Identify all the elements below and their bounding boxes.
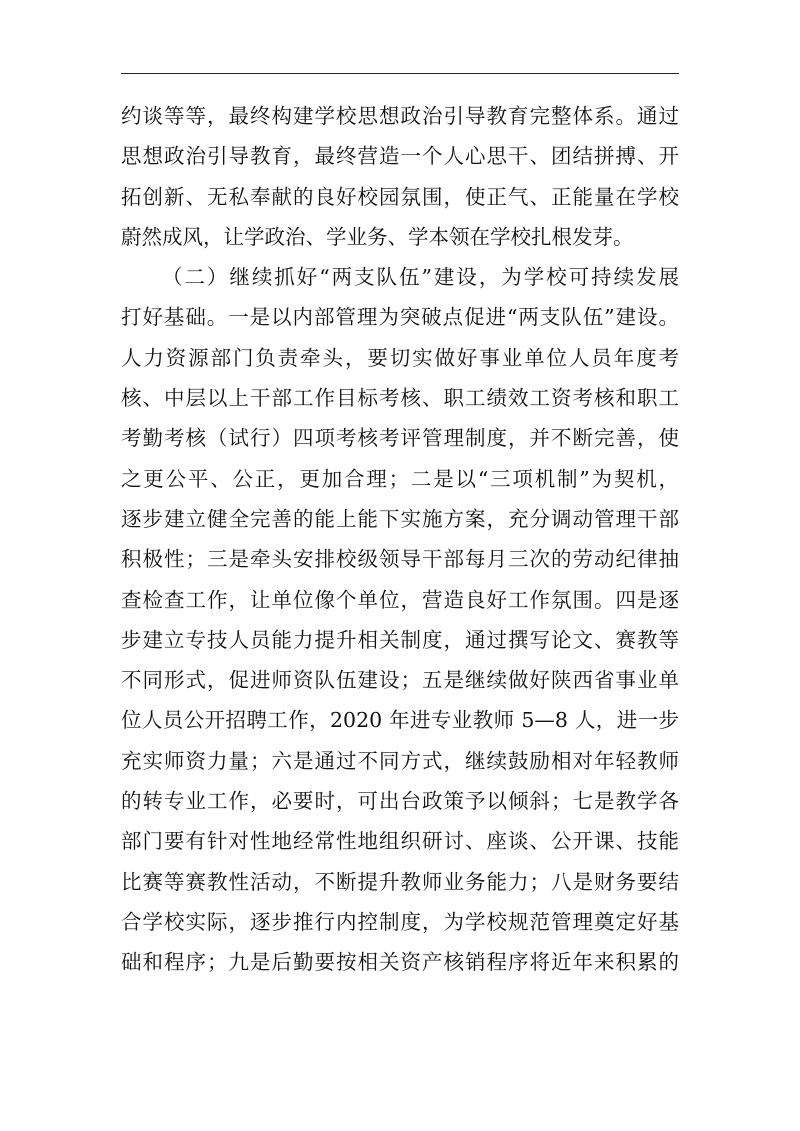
text-line: 之更公平、公正，更加合理；二是以“三项机制”为契机，: [121, 466, 679, 491]
text-line: 步建立专技人员能力提升相关制度，通过撰写论文、赛教等: [121, 627, 679, 652]
text-line: 查检查工作，让单位像个单位，营造良好工作氛围。四是逐: [121, 587, 679, 612]
text-line: 不同形式，促进师资队伍建设；五是继续做好陕西省事业单: [121, 668, 679, 693]
body-text: [121, 96, 679, 983]
text-line: 积极性；三是牵头安排校级领导干部每月三次的劳动纪律抽: [121, 547, 679, 572]
text-line: 考勤考核（试行）四项考核考评管理制度，并不断完善，使: [121, 426, 679, 451]
text-line: 思想政治引导教育，最终营造一个人心思干、团结拼搏、开: [121, 144, 679, 169]
text-line: 人力资源部门负责牵头，要切实做好事业单位人员年度考: [121, 345, 679, 370]
text-line: 拓创新、无私奉献的良好校园氛围，使正气、正能量在学校: [121, 184, 679, 209]
header-rule: [121, 73, 679, 74]
text-line: 逐步建立健全完善的能上能下实施方案，充分调动管理干部: [121, 506, 679, 531]
text-line: 础和程序；九是后勤要按相关资产核销程序将近年来积累的: [121, 950, 679, 975]
text-line: 合学校实际，逐步推行内控制度，为学校规范管理奠定好基: [121, 909, 679, 934]
text-line: 蔚然成风，让学政治、学业务、学本领在学校扎根发芽。: [121, 224, 634, 249]
text-line: 打好基础。一是以内部管理为突破点促进“两支队伍”建设。: [121, 305, 679, 330]
text-line: 的转专业工作，必要时，可出台政策予以倾斜；七是教学各: [121, 789, 679, 814]
text-line: 位人员公开招聘工作，2020 年进专业教师 5—8 人，进一步: [121, 708, 679, 733]
text-line: 核、中层以上干部工作目标考核、职工绩效工资考核和职工: [121, 386, 679, 411]
text-line: 充实师资力量；六是通过不同方式，继续鼓励相对年轻教师: [121, 748, 679, 773]
text-line: 比赛等赛教性活动，不断提升教师业务能力；八是财务要结: [121, 869, 679, 894]
section-heading-line: （二）继续抓好“两支队伍”建设，为学校可持续发展: [162, 265, 679, 290]
text-line: 部门要有针对性地经常性地组织研讨、座谈、公开课、技能: [121, 829, 679, 854]
text-line: 约谈等等，最终构建学校思想政治引导教育完整体系。通过: [121, 104, 679, 128]
